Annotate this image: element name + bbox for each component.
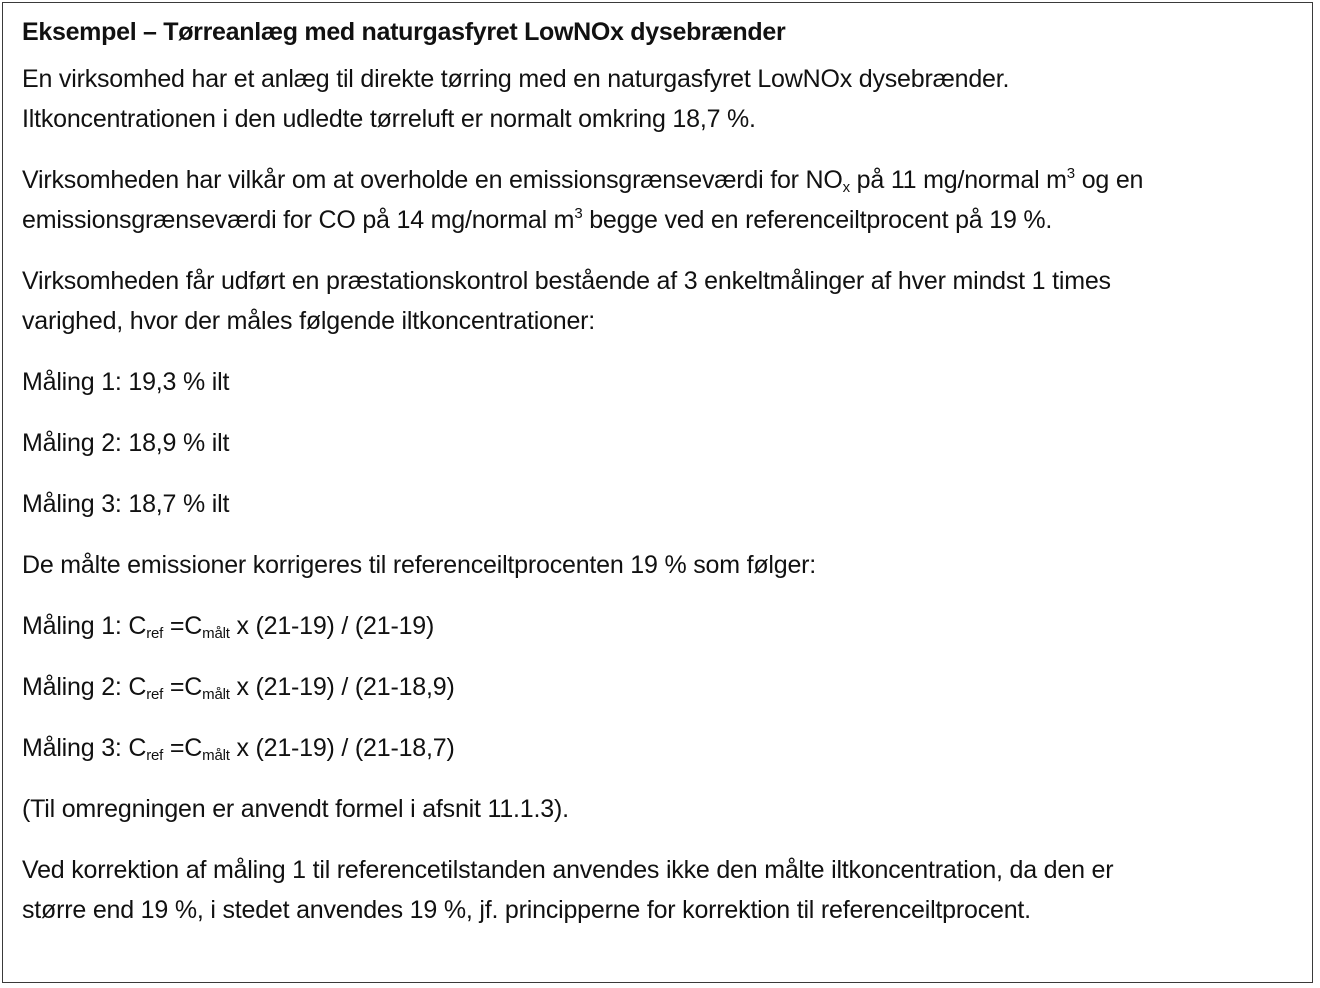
measurement-2: Måling 2: 18,9 % ilt — [22, 429, 230, 457]
example-title: Eksempel – Tørreanlæg med naturgasfyret LowNOx dysebrænder — [22, 18, 786, 46]
intro-paragraph — [22, 59, 1294, 139]
formula-1-eq: =C — [163, 612, 203, 640]
formula-note: (Til omregningen er anvendt formel i afsnit 11.1.3). — [22, 795, 569, 823]
formula-3-eq: =C — [163, 734, 203, 762]
limits-paragraph — [22, 160, 1294, 240]
final-line-1: Ved korrektion af måling 1 til referencetilstanden anvendes ikke den målte iltkoncentration, da den er — [22, 856, 1114, 884]
correction-intro: De målte emissioner korrigeres til referenceiltprocenten 19 % som følger: — [22, 551, 817, 579]
formula-2 — [22, 667, 1294, 707]
limits-text-5: begge ved en referenceiltprocent på 19 %. — [582, 206, 1053, 234]
formula-2-eq: =C — [163, 673, 203, 701]
example-box — [2, 2, 1313, 983]
m3-superscript-1: 3 — [1066, 165, 1075, 182]
formula-1 — [22, 606, 1294, 646]
intro-line-2: Iltkoncentrationen i den udledte tørreluft er normalt omkring 18,7 %. — [22, 105, 756, 133]
measurement-3: Måling 3: 18,7 % ilt — [22, 490, 230, 518]
final-paragraph — [22, 850, 1294, 930]
formula-3-malt-subscript: målt — [202, 747, 230, 764]
limits-text-2: på 11 mg/normal m — [849, 166, 1067, 194]
control-line-1: Virksomheden får udført en præstationskontrol bestående af 3 enkeltmålinger af hver mindst 1 times — [22, 267, 1111, 295]
formula-1-malt-subscript: målt — [202, 625, 230, 642]
nox-subscript: x — [842, 179, 850, 196]
formula-1-ref-subscript: ref — [146, 625, 164, 642]
limits-text-4: emissionsgrænseværdi for CO på 14 mg/normal m — [22, 206, 575, 234]
measurement-1: Måling 1: 19,3 % ilt — [22, 368, 230, 396]
formula-3 — [22, 728, 1294, 768]
limits-text-1: Virksomheden har vilkår om at overholde en emissionsgrænseværdi for NO — [22, 166, 843, 194]
final-line-2: større end 19 %, i stedet anvendes 19 %, jf. principperne for korrektion til referenceiltprocent. — [22, 896, 1031, 924]
formula-2-ref-subscript: ref — [146, 686, 164, 703]
formula-3-rest: x (21-19) / (21-18,7) — [229, 734, 455, 762]
limits-text-3: og en — [1074, 166, 1144, 194]
formula-2-label: Måling 2: C — [22, 673, 147, 701]
m3-superscript-2: 3 — [574, 205, 583, 222]
control-line-2: varighed, hvor der måles følgende iltkoncentrationer: — [22, 307, 596, 335]
formula-3-ref-subscript: ref — [146, 747, 164, 764]
formula-1-label: Måling 1: C — [22, 612, 147, 640]
formula-3-label: Måling 3: C — [22, 734, 147, 762]
formula-1-rest: x (21-19) / (21-19) — [229, 612, 435, 640]
formula-2-rest: x (21-19) / (21-18,9) — [229, 673, 455, 701]
control-paragraph — [22, 261, 1294, 341]
formula-2-malt-subscript: målt — [202, 686, 230, 703]
intro-line-1: En virksomhed har et anlæg til direkte tørring med en naturgasfyret LowNOx dysebrænder. — [22, 65, 1010, 93]
